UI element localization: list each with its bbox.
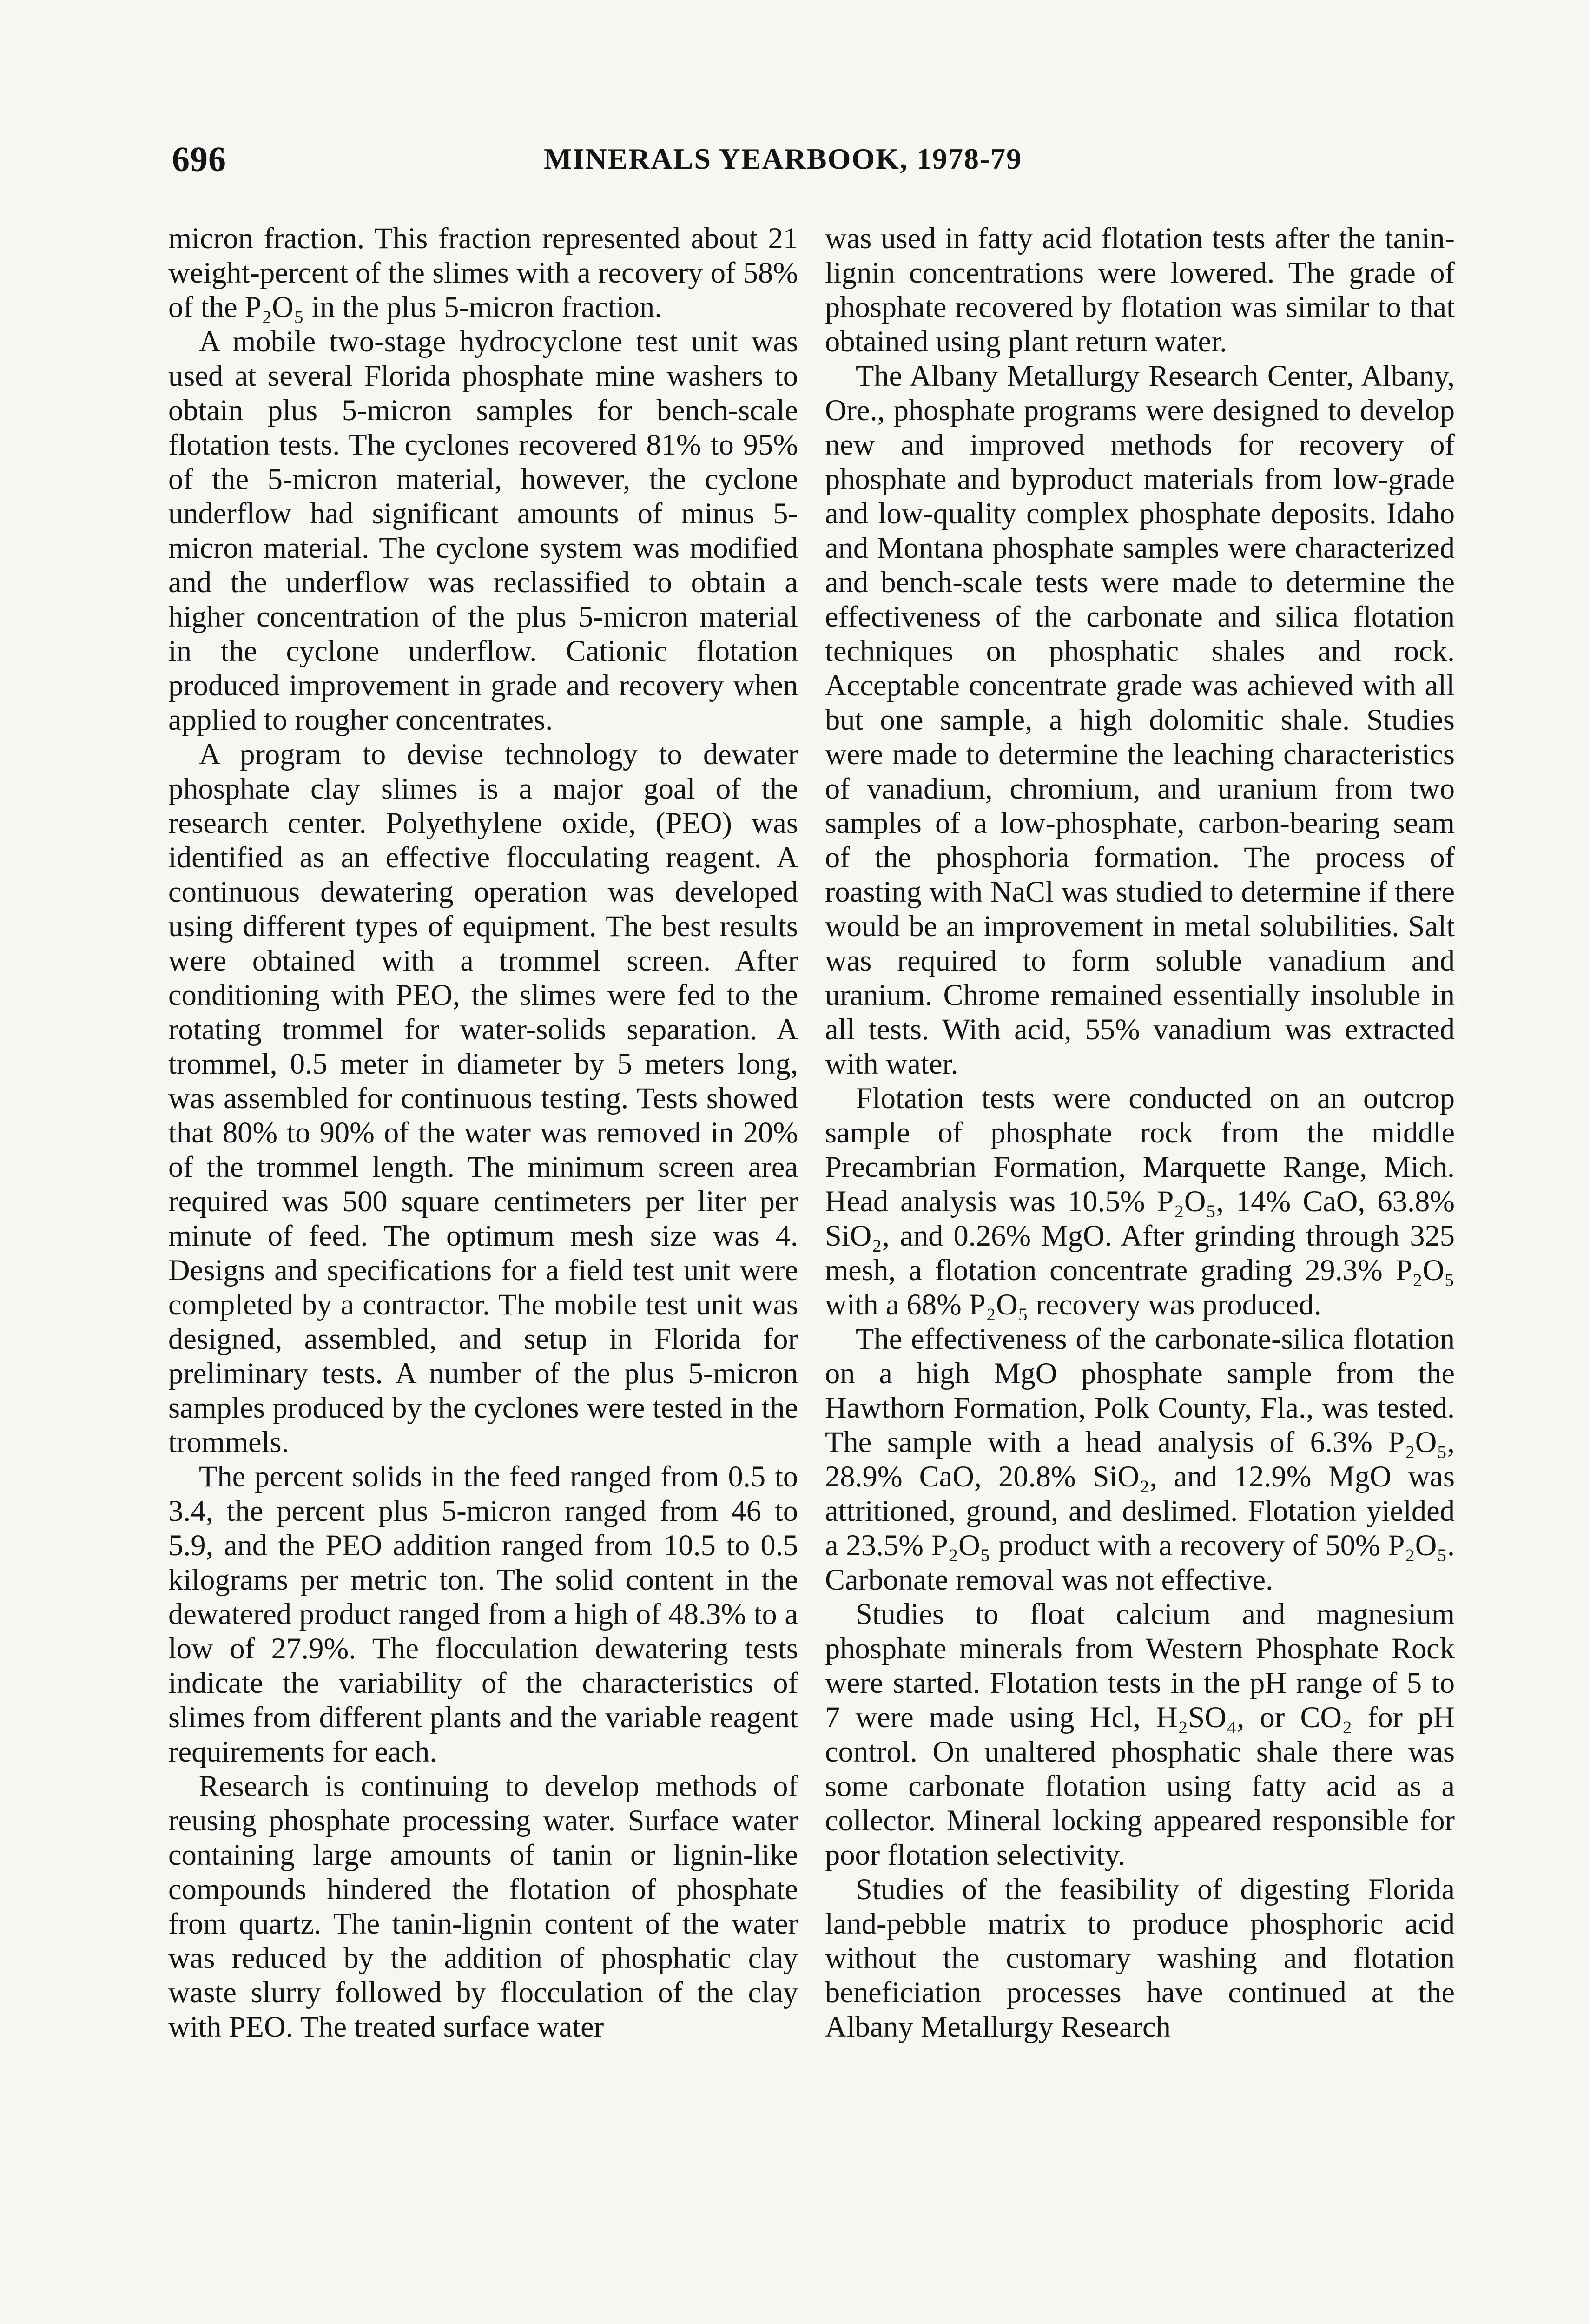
paragraph: A mobile two-stage hydrocyclone test unit was used at several Florida phosphate mine washers to obtain plus 5-micron samples for bench-scale flotation tests. The cyclones recovered 81% to 95% of the 5-micron material, however, the cyclone underflow had significant amounts of minus 5-micron material. The cyclone system was modified and the underflow was reclassified to obtain a higher concentration of the plus 5-micron material in the cyclone underflow. Cationic flotation produced improvement in grade and recovery when applied to rougher concentrates.	[168, 325, 798, 736]
paragraph: The effectiveness of the carbonate-silica flotation on a high MgO phosphate sample from the Hawthorn Formation, Polk County, Fla., was tested. The sample with a head analysis of 6.3% P₂O₅, 28.9% CaO, 20.8% SiO₂, and 12.9% MgO was attritioned, ground, and deslimed. Flotation yielded a 23.5% P₂O₅ product with a recovery of 50% P₂O₅. Carbonate removal was not effective.	[825, 1322, 1455, 1596]
paragraph: micron fraction. This fraction represented about 21 weight-percent of the slimes with a recovery of 58% of the P₂O₅ in the plus 5-micron fraction.	[168, 222, 798, 324]
right-column	[825, 221, 1455, 2044]
paragraph: was used in fatty acid flotation tests after the tanin-lignin concentrations were lowered. The grade of phosphate recovered by flotation was similar to that obtained using plant return water.	[825, 222, 1455, 358]
paragraph: The Albany Metallurgy Research Center, Albany, Ore., phosphate programs were designed to develop new and improved methods for recovery of phosphate and byproduct materials from low-grade and low-quality complex phosphate deposits. Idaho and Montana phosphate samples were characterized and bench-scale tests were made to determine the effectiveness of the carbonate and silica flotation techniques on phosphatic shales and rock. Acceptable concentrate grade was achieved with all but one sample, a high dolomitic shale. Studies were made to determine the leaching characteristics of vanadium, chromium, and uranium from two samples of a low-phosphate, carbon-bearing seam of the phosphoria formation. The process of roasting with NaCl was studied to determine if there would be an improvement in metal solubilities. Salt was required to form soluble vanadium and uranium. Chrome remained essentially insoluble in all tests. With acid, 55% vanadium was extracted with water.	[825, 359, 1455, 1080]
page-number: 696	[172, 140, 226, 179]
left-column	[168, 221, 798, 2044]
paragraph: Studies to float calcium and magnesium phosphate minerals from Western Phosphate Rock were started. Flotation tests in the pH range of 5 to 7 were made using Hcl, H₂SO₄, or CO₂ for pH control. On unaltered phosphatic shale there was some carbonate flotation using fatty acid as a collector. Mineral locking appeared responsible for poor flotation selectivity.	[825, 1598, 1455, 1871]
paragraph: Studies of the feasibility of digesting Florida land-pebble matrix to produce phosphoric acid without the customary washing and flotation beneficiation processes have continued at the Albany Metallurgy Research	[825, 1873, 1455, 2043]
paragraph: Flotation tests were conducted on an outcrop sample of phosphate rock from the middle Precambrian Formation, Marquette Range, Mich. Head analysis was 10.5% P₂O₅, 14% CaO, 63.8% SiO₂, and 0.26% MgO. After grinding through 325 mesh, a flotation concentrate grading 29.3% P₂O₅ with a 68% P₂O₅ recovery was produced.	[825, 1082, 1455, 1321]
running-head: MINERALS YEARBOOK, 1978-79	[544, 142, 1023, 175]
paragraph: Research is continuing to develop methods of reusing phosphate processing water. Surface water containing large amounts of tanin or lignin-like compounds hindered the flotation of phosphate from quartz. The tanin-lignin content of the water was reduced by the addition of phosphatic clay waste slurry followed by flocculation of the clay with PEO. The treated surface water	[168, 1769, 798, 2043]
paragraph: The percent solids in the feed ranged from 0.5 to 3.4, the percent plus 5-micron ranged from 46 to 5.9, and the PEO addition ranged from 10.5 to 0.5 kilograms per metric ton. The solid content in the dewatered product ranged from a high of 48.3% to a low of 27.9%. The flocculation dewatering tests indicate the variability of the characteristics of slimes from different plants and the variable reagent requirements for each.	[168, 1460, 798, 1768]
paragraph: A program to devise technology to dewater phosphate clay slimes is a major goal of the research center. Polyethylene oxide, (PEO) was identified as an effective flocculating reagent. A continuous dewatering operation was developed using different types of equipment. The best results were obtained with a trommel screen. After conditioning with PEO, the slimes were fed to the rotating trommel for water-solids separation. A trommel, 0.5 meter in diameter by 5 meters long, was assembled for continuous testing. Tests showed that 80% to 90% of the water was removed in 20% of the trommel length. The minimum screen area required was 500 square centimeters per liter per minute of feed. The optimum mesh size was 4. Designs and specifications for a field test unit were completed by a contractor. The mobile test unit was designed, assembled, and setup in Florida for preliminary tests. A number of the plus 5-micron samples produced by the cyclones were tested in the trommels.	[168, 738, 798, 1459]
